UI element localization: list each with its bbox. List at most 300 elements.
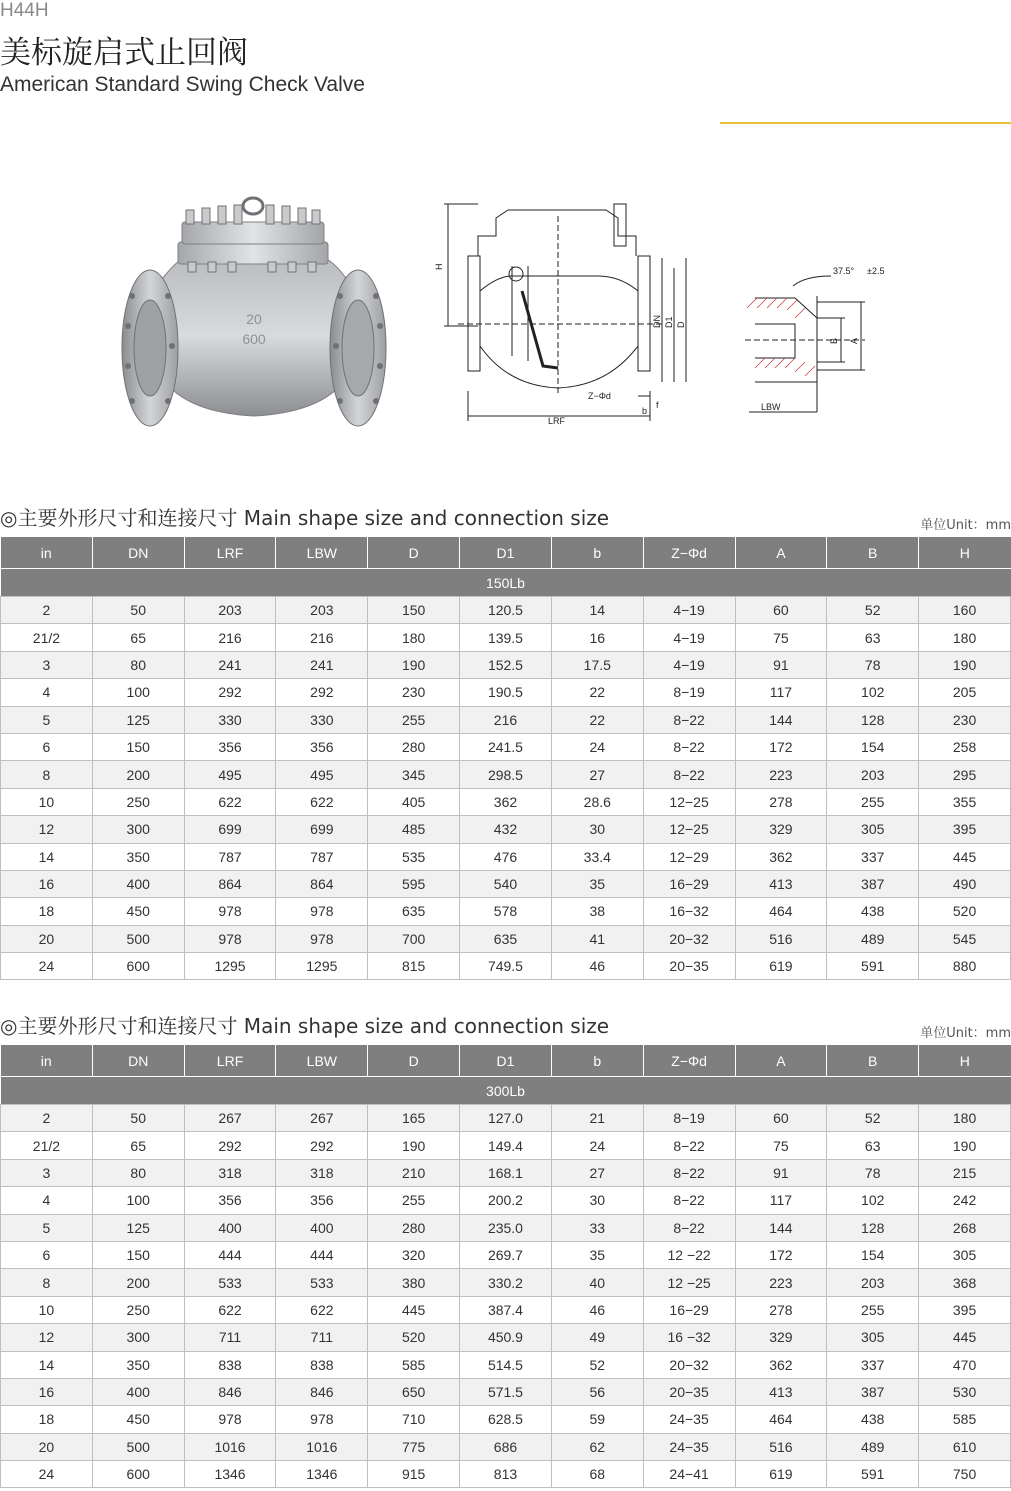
table-cell: 190 [919, 1132, 1011, 1159]
table-cell: 400 [92, 1378, 184, 1405]
unit-label-300lb: 单位Unit：mm [920, 1026, 1011, 1041]
table-cell: 318 [276, 1159, 368, 1186]
table-row [1, 870, 1011, 897]
table-cell: 495 [184, 761, 276, 788]
table-row [1, 1132, 1011, 1159]
table-cell: 125 [92, 706, 184, 733]
table-row [1, 1433, 1011, 1460]
table-cell: 20−35 [643, 953, 735, 980]
table-cell: 591 [827, 953, 919, 980]
table-cell: 190.5 [460, 679, 552, 706]
table-row [1, 816, 1011, 843]
table-cell: 100 [92, 1187, 184, 1214]
table-cell: 269.7 [460, 1241, 552, 1268]
table-cell: 91 [735, 651, 827, 678]
column-header: H [919, 1045, 1011, 1077]
table-cell: 444 [184, 1241, 276, 1268]
table-cell: 35 [551, 1241, 643, 1268]
table-cell: 102 [827, 1187, 919, 1214]
table-cell: 24 [1, 1461, 93, 1488]
table-cell: 619 [735, 953, 827, 980]
column-header: LBW [276, 1045, 368, 1077]
table-cell: 514.5 [460, 1351, 552, 1378]
table-cell: 5 [1, 706, 93, 733]
table-cell: 150 [92, 733, 184, 760]
column-header: D [368, 1045, 460, 1077]
table-cell: 30 [551, 816, 643, 843]
table-cell: 318 [184, 1159, 276, 1186]
column-header: DN [92, 537, 184, 569]
table-cell: 292 [276, 1132, 368, 1159]
table-cell: 242 [919, 1187, 1011, 1214]
table-cell: 978 [184, 898, 276, 925]
table-cell: 445 [919, 1324, 1011, 1351]
table-cell: 65 [92, 624, 184, 651]
table-cell: 464 [735, 1406, 827, 1433]
table-cell: 172 [735, 1241, 827, 1268]
table-cell: 432 [460, 816, 552, 843]
table-cell: 21/2 [1, 1132, 93, 1159]
table-cell: 622 [184, 1296, 276, 1323]
table-cell: 1016 [184, 1433, 276, 1460]
table-cell: 8−19 [643, 679, 735, 706]
table-row [1, 597, 1011, 624]
table-cell: 2 [1, 597, 93, 624]
table-cell: 91 [735, 1159, 827, 1186]
table-cell: 41 [551, 925, 643, 952]
table-cell: 444 [276, 1241, 368, 1268]
table-cell: 591 [827, 1461, 919, 1488]
dim-label-f: f [656, 400, 659, 410]
table-cell: 978 [184, 1406, 276, 1433]
pressure-class-row: 300Lb [1, 1077, 1011, 1105]
table-cell: 838 [184, 1351, 276, 1378]
page-title-en: American Standard Swing Check Valve [0, 73, 365, 96]
table-cell: 49 [551, 1324, 643, 1351]
table-cell: 267 [184, 1105, 276, 1132]
table-cell: 278 [735, 788, 827, 815]
table-row [1, 925, 1011, 952]
table-cell: 200 [92, 1269, 184, 1296]
table-cell: 686 [460, 1433, 552, 1460]
table-cell: 117 [735, 679, 827, 706]
table-cell: 387 [827, 1378, 919, 1405]
table-cell: 8−22 [643, 1132, 735, 1159]
table-cell: 24−35 [643, 1406, 735, 1433]
table-cell: 978 [184, 925, 276, 952]
table-cell: 1346 [276, 1461, 368, 1488]
table-cell: 292 [276, 679, 368, 706]
table-cell: 200.2 [460, 1187, 552, 1214]
table-cell: 100 [92, 679, 184, 706]
table-cell: 144 [735, 706, 827, 733]
table-row [1, 1296, 1011, 1323]
table-cell: 230 [368, 679, 460, 706]
table-cell: 610 [919, 1433, 1011, 1460]
table-cell: 450.9 [460, 1324, 552, 1351]
section-drawing [434, 196, 708, 432]
table-cell: 80 [92, 1159, 184, 1186]
table-row [1, 761, 1011, 788]
table-cell: 50 [92, 597, 184, 624]
table-cell: 775 [368, 1433, 460, 1460]
weld-end-detail [745, 262, 905, 422]
table-cell: 495 [276, 761, 368, 788]
column-header: LRF [184, 1045, 276, 1077]
table-cell: 1295 [184, 953, 276, 980]
table-cell: 62 [551, 1433, 643, 1460]
table-cell: 915 [368, 1461, 460, 1488]
table-cell: 16 −32 [643, 1324, 735, 1351]
table-cell: 535 [368, 843, 460, 870]
table-cell: 255 [368, 706, 460, 733]
table-cell: 489 [827, 925, 919, 952]
column-header: A [735, 1045, 827, 1077]
table-cell: 150 [92, 1241, 184, 1268]
table-cell: 545 [919, 925, 1011, 952]
table-row [1, 679, 1011, 706]
table-cell: 438 [827, 1406, 919, 1433]
table-cell: 52 [551, 1351, 643, 1378]
table-cell: 749.5 [460, 953, 552, 980]
table-cell: 172 [735, 733, 827, 760]
table-cell: 622 [276, 788, 368, 815]
table-cell: 8−22 [643, 1159, 735, 1186]
table-cell: 78 [827, 1159, 919, 1186]
table-cell: 516 [735, 925, 827, 952]
table-row [1, 651, 1011, 678]
table-row [1, 1378, 1011, 1405]
table-cell: 350 [92, 1351, 184, 1378]
table-cell: 445 [368, 1296, 460, 1323]
table-cell: 38 [551, 898, 643, 925]
table-cell: 68 [551, 1461, 643, 1488]
table-cell: 18 [1, 898, 93, 925]
table-cell: 787 [184, 843, 276, 870]
table-cell: 650 [368, 1378, 460, 1405]
table-cell: 337 [827, 1351, 919, 1378]
accent-divider [720, 122, 1011, 124]
table-cell: 21 [551, 1105, 643, 1132]
table-cell: 203 [827, 1269, 919, 1296]
table-cell: 27 [551, 761, 643, 788]
table-cell: 320 [368, 1241, 460, 1268]
table-cell: 635 [460, 925, 552, 952]
dim-label-a-weld: A [849, 337, 859, 344]
cast-marking-class: 600 [242, 331, 266, 347]
table-cell: 1016 [276, 1433, 368, 1460]
table-cell: 50 [92, 1105, 184, 1132]
table-cell: 12−29 [643, 843, 735, 870]
table-cell: 180 [919, 1105, 1011, 1132]
table-cell: 846 [276, 1378, 368, 1405]
table-cell: 18 [1, 1406, 93, 1433]
table-cell: 4−19 [643, 624, 735, 651]
table-cell: 102 [827, 679, 919, 706]
table-cell: 330 [184, 706, 276, 733]
column-header: in [1, 1045, 93, 1077]
table-cell: 250 [92, 1296, 184, 1323]
column-header: Z−Φd [643, 1045, 735, 1077]
table-cell: 387.4 [460, 1296, 552, 1323]
dim-label-lbw: LBW [761, 402, 781, 412]
column-header: Z−Φd [643, 537, 735, 569]
table-cell: 63 [827, 1132, 919, 1159]
table-cell: 450 [92, 898, 184, 925]
table-cell: 345 [368, 761, 460, 788]
table-header-row [1, 537, 1011, 569]
model-code: H44H [0, 0, 49, 21]
table-cell: 16−29 [643, 1296, 735, 1323]
table-cell: 978 [276, 925, 368, 952]
table-row [1, 706, 1011, 733]
table-cell: 413 [735, 1378, 827, 1405]
table-cell: 8 [1, 761, 93, 788]
table-cell: 600 [92, 1461, 184, 1488]
table-cell: 533 [184, 1269, 276, 1296]
table-cell: 205 [919, 679, 1011, 706]
table-cell: 2 [1, 1105, 93, 1132]
column-header: b [551, 537, 643, 569]
table-cell: 80 [92, 651, 184, 678]
table-cell: 22 [551, 679, 643, 706]
table-cell: 489 [827, 1433, 919, 1460]
table-cell: 250 [92, 788, 184, 815]
table-cell: 438 [827, 898, 919, 925]
table-cell: 476 [460, 843, 552, 870]
table-cell: 223 [735, 761, 827, 788]
table-cell: 20−35 [643, 1378, 735, 1405]
table-cell: 46 [551, 1296, 643, 1323]
table-cell: 150 [368, 597, 460, 624]
table-cell: 619 [735, 1461, 827, 1488]
table-cell: 216 [184, 624, 276, 651]
table-header-row [1, 1045, 1011, 1077]
table-cell: 464 [735, 898, 827, 925]
cast-marking-size: 20 [246, 311, 262, 327]
table-cell: 16 [1, 870, 93, 897]
dim-label-bolt-holes: Z−Φd [588, 391, 611, 401]
column-header: D1 [460, 1045, 552, 1077]
table-cell: 33.4 [551, 843, 643, 870]
table-cell: 978 [276, 898, 368, 925]
table-cell: 180 [919, 624, 1011, 651]
table-cell: 8−22 [643, 761, 735, 788]
table-row [1, 1159, 1011, 1186]
dim-label-dn: DN [652, 315, 662, 328]
table-cell: 330.2 [460, 1269, 552, 1296]
table-cell: 6 [1, 1241, 93, 1268]
table-cell: 4−19 [643, 651, 735, 678]
table-cell: 12−25 [643, 816, 735, 843]
table-cell: 838 [276, 1351, 368, 1378]
table-row [1, 1269, 1011, 1296]
page-title-cn: 美标旋启式止回阀 [0, 35, 248, 71]
table-cell: 190 [368, 651, 460, 678]
table-cell: 700 [368, 925, 460, 952]
table-cell: 305 [919, 1241, 1011, 1268]
table-cell: 413 [735, 870, 827, 897]
table-cell: 571.5 [460, 1378, 552, 1405]
table-cell: 380 [368, 1269, 460, 1296]
table-cell: 22 [551, 706, 643, 733]
table-cell: 203 [276, 597, 368, 624]
table-row [1, 1187, 1011, 1214]
table-cell: 255 [827, 1296, 919, 1323]
spec-table-150lb [0, 537, 1011, 980]
table-cell: 356 [276, 1187, 368, 1214]
table-cell: 500 [92, 925, 184, 952]
column-header: D [368, 537, 460, 569]
table-cell: 17.5 [551, 651, 643, 678]
table-cell: 255 [827, 788, 919, 815]
column-header: B [827, 537, 919, 569]
table-cell: 10 [1, 1296, 93, 1323]
table-cell: 6 [1, 733, 93, 760]
table-cell: 300 [92, 816, 184, 843]
table-cell: 470 [919, 1351, 1011, 1378]
table-cell: 190 [919, 651, 1011, 678]
table-cell: 27 [551, 1159, 643, 1186]
table-cell: 585 [368, 1351, 460, 1378]
table-cell: 520 [919, 898, 1011, 925]
table-cell: 485 [368, 816, 460, 843]
table-cell: 490 [919, 870, 1011, 897]
table-cell: 16 [551, 624, 643, 651]
table-cell: 4−19 [643, 597, 735, 624]
table-cell: 362 [735, 843, 827, 870]
table-cell: 368 [919, 1269, 1011, 1296]
table-cell: 160 [919, 597, 1011, 624]
table-cell: 395 [919, 1296, 1011, 1323]
table-cell: 230 [919, 706, 1011, 733]
table-row [1, 843, 1011, 870]
table-cell: 16 [1, 1378, 93, 1405]
table-cell: 622 [184, 788, 276, 815]
table-cell: 5 [1, 1214, 93, 1241]
table-cell: 128 [827, 706, 919, 733]
table-row [1, 1241, 1011, 1268]
table-cell: 4 [1, 679, 93, 706]
table-cell: 8−22 [643, 706, 735, 733]
table-cell: 813 [460, 1461, 552, 1488]
table-cell: 4 [1, 1187, 93, 1214]
table-cell: 600 [92, 953, 184, 980]
table-cell: 12 [1, 1324, 93, 1351]
column-header: H [919, 537, 1011, 569]
table-cell: 255 [368, 1187, 460, 1214]
table-cell: 356 [184, 733, 276, 760]
table-cell: 241 [184, 651, 276, 678]
table-cell: 864 [276, 870, 368, 897]
table-cell: 210 [368, 1159, 460, 1186]
table-cell: 33 [551, 1214, 643, 1241]
table-cell: 362 [735, 1351, 827, 1378]
spec-table-300lb [0, 1045, 1011, 1488]
table-cell: 35 [551, 870, 643, 897]
table-cell: 16−32 [643, 898, 735, 925]
table-cell: 128 [827, 1214, 919, 1241]
table-cell: 292 [184, 679, 276, 706]
table-cell: 56 [551, 1378, 643, 1405]
table-cell: 533 [276, 1269, 368, 1296]
table-cell: 154 [827, 1241, 919, 1268]
table-cell: 59 [551, 1406, 643, 1433]
table-cell: 280 [368, 1214, 460, 1241]
table-cell: 8 [1, 1269, 93, 1296]
table-cell: 300 [92, 1324, 184, 1351]
table-cell: 3 [1, 1159, 93, 1186]
table-cell: 355 [919, 788, 1011, 815]
table-cell: 267 [276, 1105, 368, 1132]
table-cell: 20−32 [643, 925, 735, 952]
column-header: LRF [184, 537, 276, 569]
table-cell: 362 [460, 788, 552, 815]
table-cell: 16−29 [643, 870, 735, 897]
table-cell: 144 [735, 1214, 827, 1241]
table-cell: 14 [1, 843, 93, 870]
table-cell: 750 [919, 1461, 1011, 1488]
table-cell: 24 [551, 733, 643, 760]
table-cell: 400 [276, 1214, 368, 1241]
table-cell: 60 [735, 597, 827, 624]
table-cell: 28.6 [551, 788, 643, 815]
table-cell: 450 [92, 1406, 184, 1433]
table-cell: 75 [735, 624, 827, 651]
table-cell: 20−32 [643, 1351, 735, 1378]
table-cell: 258 [919, 733, 1011, 760]
table-cell: 395 [919, 816, 1011, 843]
table-row [1, 788, 1011, 815]
bevel-tolerance: ±2.5 [867, 266, 885, 276]
table-cell: 387 [827, 870, 919, 897]
dim-label-d1: D1 [664, 316, 674, 328]
table-cell: 120.5 [460, 597, 552, 624]
table-cell: 585 [919, 1406, 1011, 1433]
table-cell: 330 [276, 706, 368, 733]
table-cell: 127.0 [460, 1105, 552, 1132]
table-cell: 152.5 [460, 651, 552, 678]
table-cell: 329 [735, 1324, 827, 1351]
table-cell: 65 [92, 1132, 184, 1159]
table-row [1, 953, 1011, 980]
table-cell: 699 [276, 816, 368, 843]
table-cell: 520 [368, 1324, 460, 1351]
table-cell: 52 [827, 1105, 919, 1132]
table-cell: 530 [919, 1378, 1011, 1405]
table-cell: 180 [368, 624, 460, 651]
table-cell: 30 [551, 1187, 643, 1214]
table-cell: 168.1 [460, 1159, 552, 1186]
table-cell: 1346 [184, 1461, 276, 1488]
table-cell: 24 [551, 1132, 643, 1159]
table-cell: 280 [368, 733, 460, 760]
table-cell: 298.5 [460, 761, 552, 788]
table-cell: 117 [735, 1187, 827, 1214]
valve-photo [118, 196, 390, 428]
column-header: LBW [276, 537, 368, 569]
table-cell: 622 [276, 1296, 368, 1323]
table-cell: 1295 [276, 953, 368, 980]
table-cell: 12 −22 [643, 1241, 735, 1268]
table-row [1, 733, 1011, 760]
table-cell: 292 [184, 1132, 276, 1159]
table-cell: 635 [368, 898, 460, 925]
table-cell: 405 [368, 788, 460, 815]
table-cell: 78 [827, 651, 919, 678]
table-cell: 216 [276, 624, 368, 651]
table-cell: 165 [368, 1105, 460, 1132]
